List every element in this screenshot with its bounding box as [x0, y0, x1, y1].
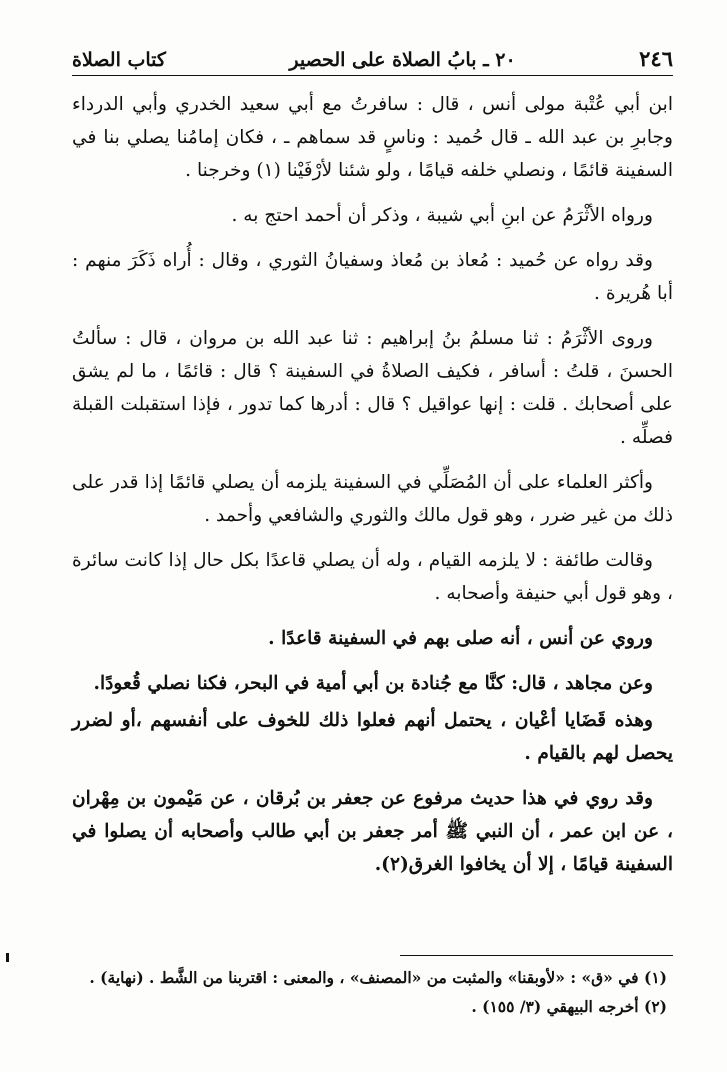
- page-number: ٢٤٦: [639, 46, 673, 71]
- body-text: [72, 88, 673, 893]
- page-header: [72, 40, 673, 76]
- paragraph-5: وأكثر العلماء على أن المُصَلِّي في السفينة يلزمه أن يصلي قائمًا إذا قدر على ذلك من غير ضرر ، وهو قول مالك والثوري والشافعي وأحمد .: [72, 472, 673, 526]
- paragraph-9: وهذه قَضَايا أعْيان ، يحتمل أنهم فعلوا ذلك للخوف على أنفسهم ،أو لضرر يحصل لهم بالقيام .: [72, 710, 673, 764]
- paragraph-10: وقد روي في هذا حديث مرفوع عن جعفر بن بُرقان ، عن مَيْمون بن مِهْران ، عن ابن عمر ، أن النبي ﷺ أمر جعفر بن أبي طالب وأصحابه أن يصلوا في السفينة قيامًا ، إلا أن يخافوا الغرق(٢).: [72, 788, 673, 875]
- book-title: كتاب الصلاة: [72, 49, 166, 71]
- paragraph-1: ابن أبي عُتْبة مولى أنس ، قال : سافرتُ مع أبي سعيد الخدري وأبي الدرداء وجابرِ بن عبد الله ـ قال حُميد : وناسٍ قد سماهم ـ ، فكان إمامُنا يصلي بنا في السفينة قائمًا ، ونصلي خلفه قيامًا ، ولو شئنا لأرْفَيْنا (١) وخرجنا .: [72, 94, 673, 181]
- footnote-separator: [400, 955, 673, 956]
- paragraph-4: وروى الأثْرَمُ : ثنا مسلمُ بنُ إبراهيم : ثنا عبد الله بن مروان ، قال : سألتُ الحسنَ ، قلتُ : أسافر ، فكيف الصلاةُ في السفينة ؟ قال : قائمًا ، ما لم يشق على أصحابك . قلت : إنها عواقيل ؟ قال : أدرها كما تدور ، فإذا استقبلت القبلة فصلِّه .: [72, 328, 673, 448]
- paragraph-7: وروي عن أنس ، أنه صلى بهم في السفينة قاعدًا .: [268, 628, 653, 649]
- paragraph-8: وعن مجاهد ، قال: كنَّا مع جُنادة بن أبي أمية في البحر، فكنا نصلي قُعودًا.: [93, 673, 653, 694]
- chapter-title: ٢٠ ـ بابُ الصلاة على الحصير: [289, 49, 516, 71]
- footnotes: [72, 963, 667, 1021]
- paragraph-3: وقد رواه عن حُميد : مُعاذ بن مُعاذ وسفيانُ الثوري ، وقال : أُراه ذَكَرَ منهم : أبا هُريرة .: [72, 250, 673, 304]
- footnote-2: (٢) أخرجه البيهقي (٣/ ١٥٥) .: [471, 997, 667, 1016]
- footnote-1: (١) في «ق» : «لأوبقنا» والمثبت من «المصنف» ، والمعنى : اقتربنا من الشَّط . (نهاية) .: [89, 968, 667, 987]
- paragraph-6: وقالت طائفة : لا يلزمه القيام ، وله أن يصلي قاعدًا بكل حال إذا كانت سائرة ، وهو قول أبي حنيفة وأصحابه .: [72, 550, 673, 604]
- paragraph-2: ورواه الأثْرَمُ عن ابنِ أبي شيبة ، وذكر أن أحمد احتج به .: [231, 205, 653, 226]
- margin-mark: [6, 953, 9, 962]
